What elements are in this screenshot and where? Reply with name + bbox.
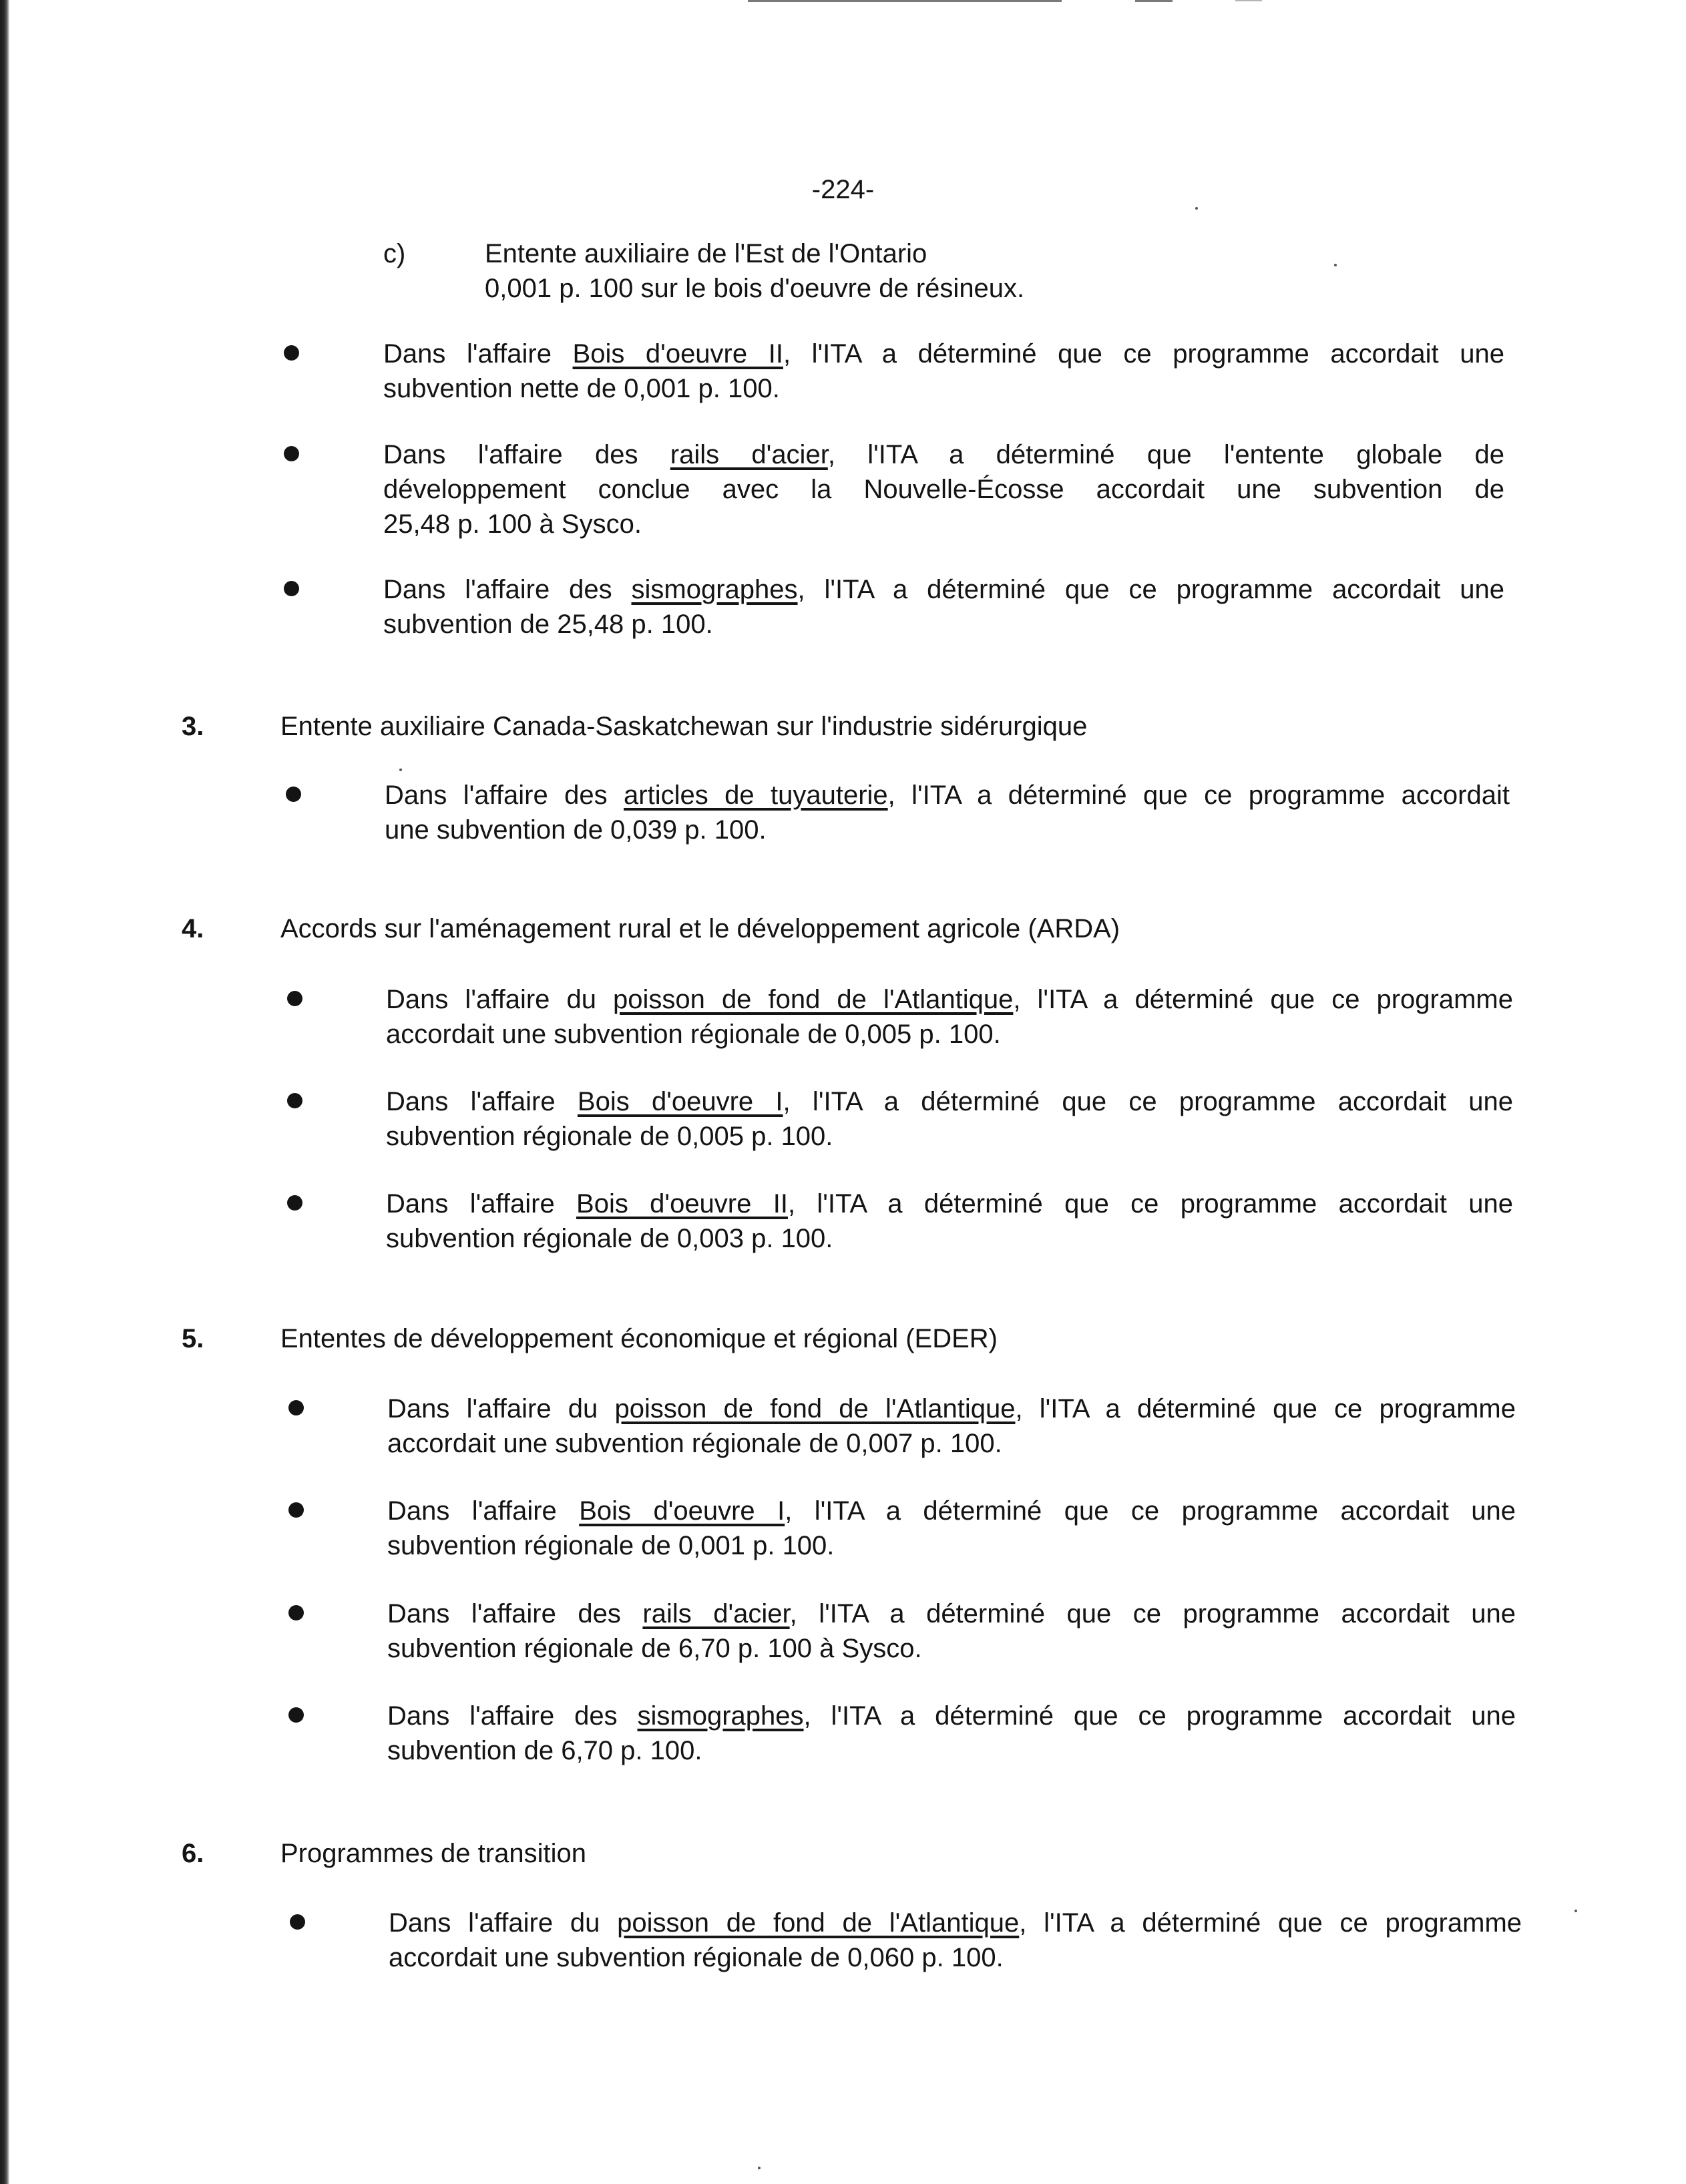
scan-speck <box>399 769 402 771</box>
paragraph-line: subvention régionale de 0,001 p. 100. <box>387 1531 835 1560</box>
text-span: , l'ITA a déterminé que ce programme accordait une <box>787 1189 1513 1219</box>
paragraph-line <box>386 983 1513 1016</box>
paragraph-line <box>389 1906 1522 1940</box>
text-span: , l'ITA a déterminé que l'entente globale de <box>827 440 1505 469</box>
text-span: , l'ITA a déterminé que ce programme accordait une <box>797 575 1504 604</box>
section-heading: Accords sur l'aménagement rural et le développement agricole (ARDA) <box>280 914 1120 943</box>
bullet-icon <box>284 345 299 361</box>
text-span: Dans l'affaire <box>383 339 573 369</box>
list-marker: c) <box>383 239 406 268</box>
text-span: , l'ITA a déterminé que ce programme accordait une <box>803 1701 1516 1731</box>
text-span: Dans l'affaire du <box>389 1908 618 1938</box>
paragraph-line <box>387 1392 1516 1426</box>
text-span: , l'ITA a déterminé que ce programme <box>1015 1394 1516 1424</box>
text-span: Dans l'affaire <box>386 1087 578 1116</box>
case-name: poisson de fond de l'Atlantique <box>614 1394 1016 1424</box>
bullet-icon <box>286 787 301 802</box>
case-name: sismographes <box>631 575 798 604</box>
paragraph-line <box>386 1187 1513 1221</box>
scan-speck <box>1334 264 1337 266</box>
case-name: rails d'acier <box>670 440 828 469</box>
paragraph-line: une subvention de 0,039 p. 100. <box>385 815 767 845</box>
section-heading: Programmes de transition <box>280 1839 586 1868</box>
paragraph-line: accordait une subvention régionale de 0,060 p. 100. <box>389 1943 1004 1972</box>
paragraph-line: développement conclue avec la Nouvelle-Écosse accordait une subvention de <box>383 475 1504 504</box>
bullet-icon <box>287 1195 302 1211</box>
text-span: Dans l'affaire des <box>383 440 670 469</box>
text-span: , l'ITA a déterminé que ce programme accordait une <box>783 1087 1514 1116</box>
text-span: Dans l'affaire <box>386 1189 577 1219</box>
paragraph-line: accordait une subvention régionale de 0,005 p. 100. <box>386 1020 1001 1049</box>
text-span: , l'ITA a déterminé que ce programme accordait <box>887 781 1510 810</box>
top-rule <box>748 0 1062 2</box>
paragraph-line <box>383 438 1504 471</box>
text-span: , l'ITA a déterminé que ce programme accordait une <box>789 1599 1516 1628</box>
paragraph-line: subvention de 25,48 p. 100. <box>383 610 713 639</box>
case-name: rails d'acier <box>642 1599 790 1628</box>
text-span: Dans l'affaire du <box>387 1394 615 1424</box>
case-name: articles de tuyauterie <box>624 781 888 810</box>
scan-speck <box>1574 1910 1577 1912</box>
scan-binding-edge <box>0 0 9 2184</box>
text-span: , l'ITA a déterminé que ce programme <box>1019 1908 1522 1938</box>
text-span: , l'ITA a déterminé que ce programme accordait une <box>785 1496 1516 1526</box>
bullet-icon <box>288 1400 304 1415</box>
section-number: 3. <box>182 712 204 741</box>
bullet-icon <box>284 446 299 461</box>
case-name: Bois d'oeuvre II <box>572 339 783 369</box>
paragraph-line <box>383 337 1504 371</box>
paragraph-line <box>383 573 1504 606</box>
section-heading: Entente auxiliaire Canada-Saskatchewan sur l'industrie sidérurgique <box>280 712 1088 741</box>
paragraph-line <box>385 779 1510 812</box>
page-number: -224- <box>811 175 875 204</box>
paragraph-line: subvention régionale de 0,003 p. 100. <box>386 1224 833 1253</box>
section-number: 5. <box>182 1324 204 1353</box>
bullet-icon <box>288 1707 304 1723</box>
item-text: 0,001 p. 100 sur le bois d'oeuvre de résineux. <box>485 274 1025 303</box>
text-span: Dans l'affaire des <box>387 1599 643 1628</box>
item-title: Entente auxiliaire de l'Est de l'Ontario <box>485 239 927 268</box>
text-span: Dans l'affaire des <box>387 1701 638 1731</box>
top-rule <box>1135 0 1173 2</box>
paragraph-line: subvention régionale de 0,005 p. 100. <box>386 1122 833 1151</box>
paragraph-line <box>387 1494 1516 1528</box>
text-span: Dans l'affaire des <box>385 781 624 810</box>
section-number: 6. <box>182 1839 204 1868</box>
case-name: Bois d'oeuvre II <box>576 1189 788 1219</box>
text-span: Dans l'affaire <box>387 1496 580 1526</box>
top-rule <box>1235 0 1262 1</box>
section-number: 4. <box>182 914 204 943</box>
text-span: , l'ITA a déterminé que ce programme accordait une <box>783 339 1504 369</box>
paragraph-line <box>387 1597 1516 1630</box>
paragraph-line: subvention nette de 0,001 p. 100. <box>383 374 780 403</box>
bullet-icon <box>290 1914 305 1930</box>
text-span: Dans l'affaire du <box>386 985 614 1014</box>
scan-speck <box>1195 207 1198 210</box>
section-heading: Ententes de développement économique et régional (EDER) <box>280 1324 998 1353</box>
bullet-icon <box>288 1502 304 1518</box>
text-span: , l'ITA a déterminé que ce programme <box>1013 985 1514 1014</box>
case-name: sismographes <box>637 1701 804 1731</box>
scan-speck <box>758 2167 761 2169</box>
paragraph-line: 25,48 p. 100 à Sysco. <box>383 509 642 539</box>
bullet-icon <box>288 1605 304 1620</box>
case-name: poisson de fond de l'Atlantique <box>617 1908 1020 1938</box>
paragraph-line <box>386 1085 1513 1118</box>
case-name: Bois d'oeuvre I <box>579 1496 785 1526</box>
bullet-icon <box>287 991 302 1006</box>
bullet-icon <box>287 1093 302 1108</box>
case-name: poisson de fond de l'Atlantique <box>613 985 1014 1014</box>
text-span: Dans l'affaire des <box>383 575 632 604</box>
bullet-icon <box>284 581 299 596</box>
paragraph-line: subvention de 6,70 p. 100. <box>387 1736 702 1765</box>
paragraph-line <box>387 1699 1516 1733</box>
paragraph-line: accordait une subvention régionale de 0,007 p. 100. <box>387 1429 1002 1458</box>
paragraph-line: subvention régionale de 6,70 p. 100 à Sysco. <box>387 1634 922 1663</box>
case-name: Bois d'oeuvre I <box>577 1087 783 1116</box>
